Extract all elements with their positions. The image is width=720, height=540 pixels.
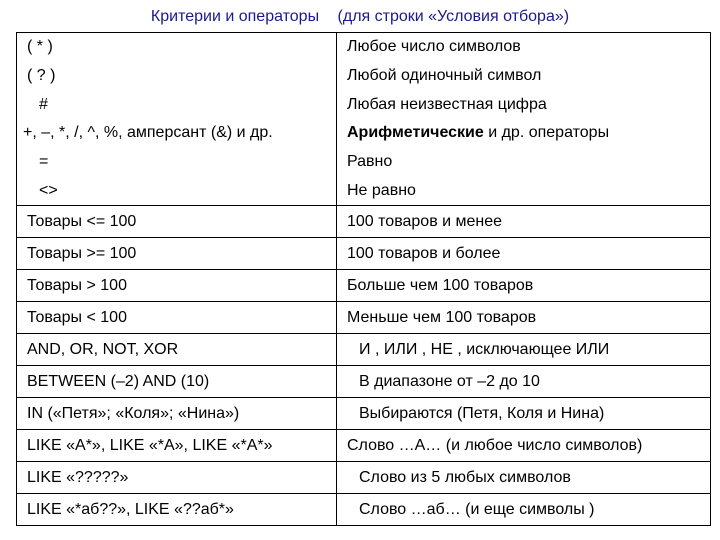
description-rest: и др. операторы bbox=[483, 124, 610, 142]
title-main: Критерии и операторы bbox=[150, 8, 320, 25]
description-cell: Не равно bbox=[337, 176, 711, 205]
description-cell: Любой одиночный символ bbox=[337, 62, 711, 91]
table-row bbox=[17, 270, 711, 302]
description-cell: Меньше чем 100 товаров bbox=[337, 302, 711, 334]
description-cell: В диапазоне от –2 до 10 bbox=[337, 366, 711, 398]
description-cell: Больше чем 100 товаров bbox=[337, 270, 711, 302]
operator-cell: Товары >= 100 bbox=[17, 238, 337, 270]
operator-cell: = bbox=[17, 148, 337, 177]
operator-cell: ( * ) bbox=[17, 33, 337, 62]
table-row bbox=[17, 176, 711, 205]
description-cell: Любое число символов bbox=[337, 33, 711, 62]
table-row bbox=[17, 206, 711, 238]
title-subtitle: (для строки «Условия отбора») bbox=[337, 8, 570, 25]
description-cell: 100 товаров и менее bbox=[337, 206, 711, 238]
table-row bbox=[17, 33, 711, 62]
operator-cell: ( ? ) bbox=[17, 62, 337, 91]
table-row bbox=[17, 148, 711, 177]
operator-cell: LIKE «А*», LIKE «*А», LIKE «*А*» bbox=[17, 430, 337, 462]
table-row bbox=[17, 430, 711, 462]
operator-cell: LIKE «?????» bbox=[17, 462, 337, 494]
operator-cell: IN («Петя»; «Коля»; «Нина») bbox=[17, 398, 337, 430]
table-row bbox=[17, 238, 711, 270]
operator-cell: # bbox=[17, 90, 337, 119]
operator-cell: +, –, *, /, ^, %, амперсант (&) и др. bbox=[17, 119, 337, 148]
table-row bbox=[17, 366, 711, 398]
operator-cell: Товары < 100 bbox=[17, 302, 337, 334]
description-cell: И , ИЛИ , НЕ , исключающее ИЛИ bbox=[337, 334, 711, 366]
operator-cell: AND, OR, NOT, XOR bbox=[17, 334, 337, 366]
description-cell: Выбираются (Петя, Коля и Нина) bbox=[337, 398, 711, 430]
criteria-table bbox=[16, 32, 711, 526]
table-row bbox=[17, 119, 711, 148]
table-row bbox=[17, 398, 711, 430]
operator-cell: <> bbox=[17, 176, 337, 205]
table-row bbox=[17, 90, 711, 119]
table-row bbox=[17, 494, 711, 526]
description-cell: Любая неизвестная цифра bbox=[337, 90, 711, 119]
description-cell: Равно bbox=[337, 148, 711, 177]
operator-cell: BETWEEN (–2) AND (10) bbox=[17, 366, 337, 398]
description-cell bbox=[337, 119, 711, 148]
table-row bbox=[17, 302, 711, 334]
description-cell: Слово …А… (и любое число символов) bbox=[337, 430, 711, 462]
description-cell: Слово из 5 любых символов bbox=[337, 462, 711, 494]
page-title bbox=[0, 8, 720, 26]
operator-cell: LIKE «*аб??», LIKE «??аб*» bbox=[17, 494, 337, 526]
operator-cell: Товары <= 100 bbox=[17, 206, 337, 238]
description-bold: Арифметические bbox=[347, 124, 484, 142]
table-row bbox=[17, 334, 711, 366]
operator-cell: Товары > 100 bbox=[17, 270, 337, 302]
table-row bbox=[17, 462, 711, 494]
table-row bbox=[17, 62, 711, 91]
description-cell: 100 товаров и более bbox=[337, 238, 711, 270]
description-cell: Слово …аб… (и еще символы ) bbox=[337, 494, 711, 526]
